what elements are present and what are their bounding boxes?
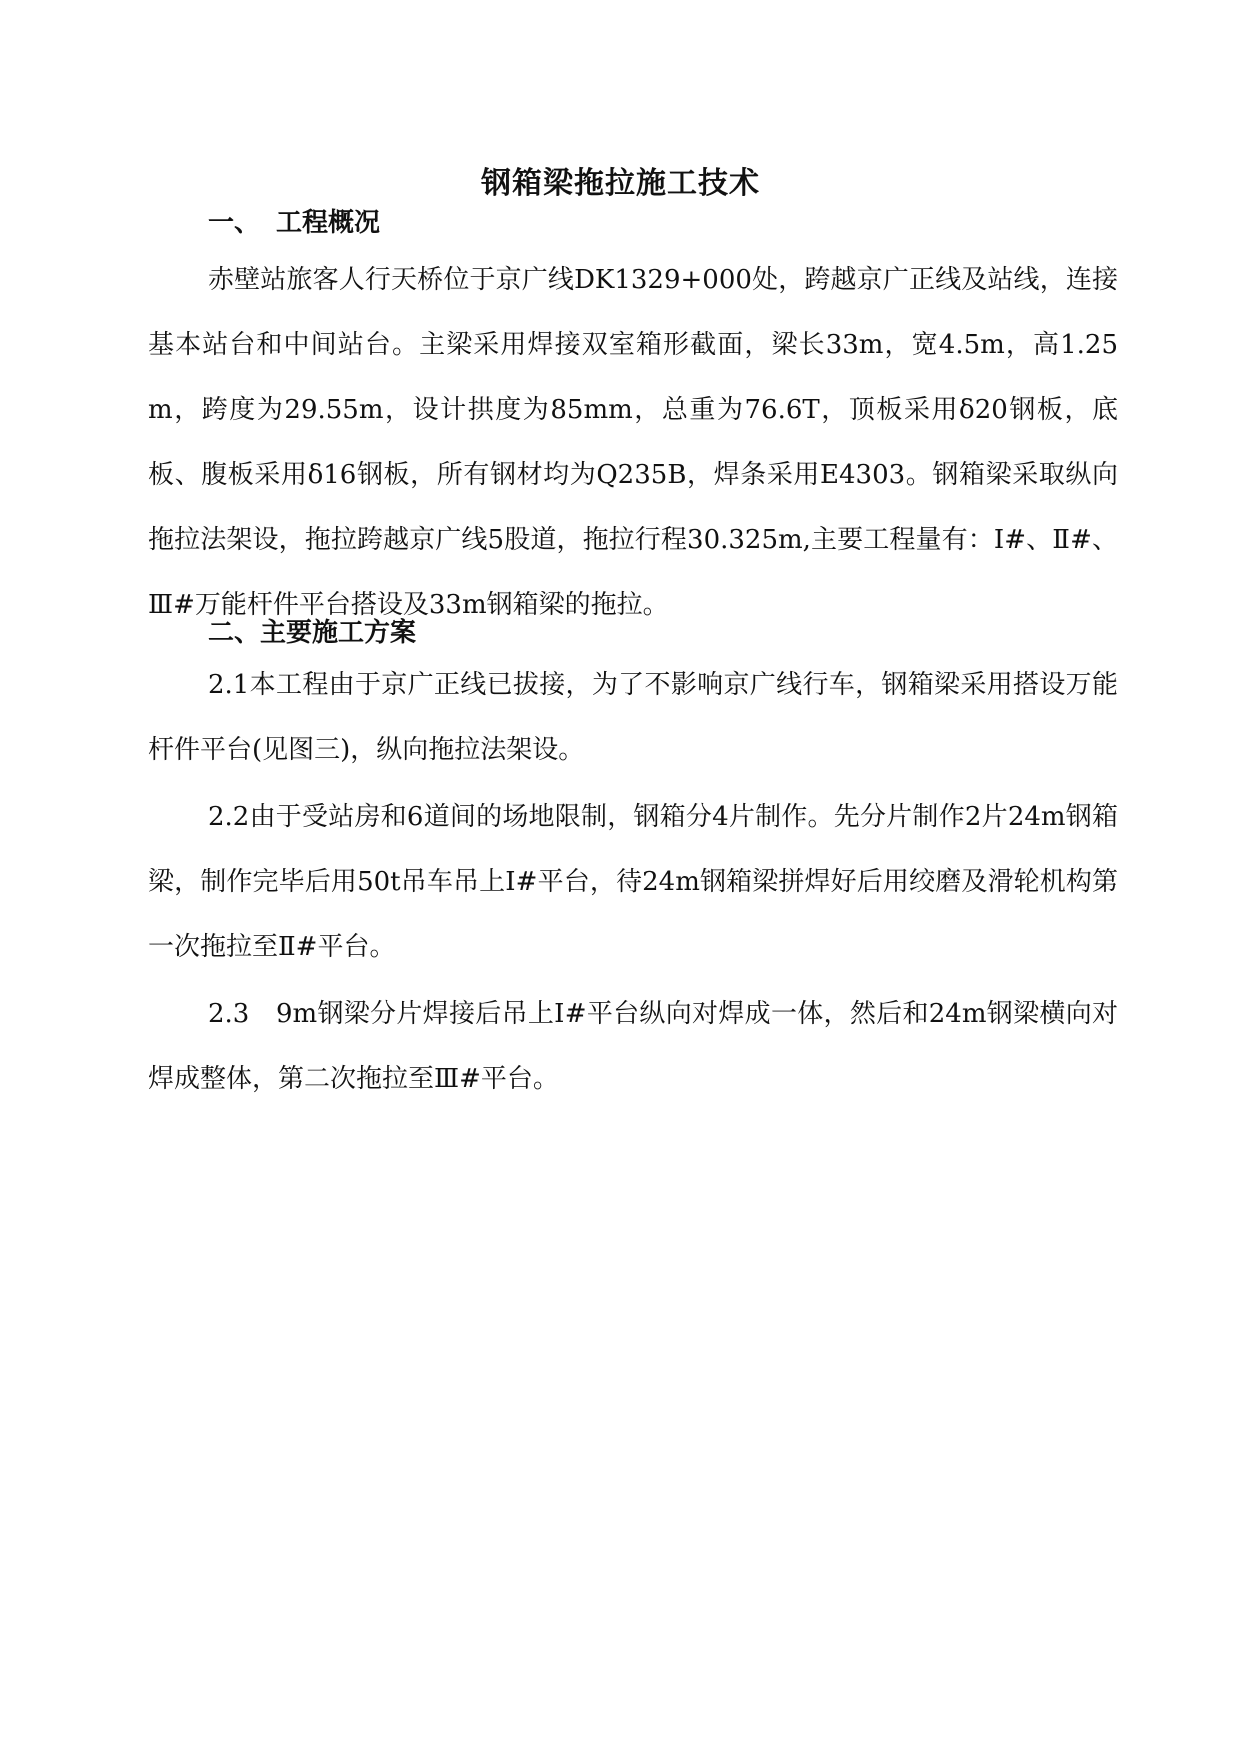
section-heading-text: 工程概况 [276, 208, 381, 238]
plan-paragraph-2-3: 2.3 9m钢梁分片焊接后吊上Ⅰ#平台纵向对焊成一体，然后和24m钢梁横向对焊成整体，第二次拖拉至Ⅲ#平台。 [148, 999, 1118, 1094]
overview-paragraph: 赤壁站旅客人行天桥位于京广线DK1329+000处，跨越京广正线及站线，连接基本站台和中间站台。主梁采用焊接双室箱形截面，梁长33m，宽4.5m，高1.25m，跨度为29.55m，设计拱度为85mm，总重为76.6T，顶板采用δ20钢板，底板、腹板采用δ16钢板，所有钢材均为Q235B，焊条采用E4303。钢箱梁采取纵向拖拉法架设，拖拉跨越京广线5股道，拖拉行程30.325m,主要工程量有：Ⅰ#、Ⅱ#、Ⅲ#万能杆件平台搭设及33m钢箱梁的拖拉。 [148, 265, 1118, 620]
section-heading-overview [208, 202, 380, 239]
plan-paragraph-2-1: 2.1本工程由于京广正线已拔接，为了不影响京广线行车，钢箱梁采用搭设万能杆件平台(见图三)，纵向拖拉法架设。 [148, 670, 1118, 765]
plan-paragraph-2-2: 2.2由于受站房和6道间的场地限制，钢箱分4片制作。先分片制作2片24m钢箱梁，制作完毕后用50t吊车吊上Ⅰ#平台，待24m钢箱梁拼焊好后用绞磨及滑轮机构第一次拖拉至Ⅱ#平台。 [148, 802, 1118, 962]
section-heading-plan: 二、主要施工方案 [208, 618, 417, 648]
section-number: 一、 [208, 208, 261, 238]
document-title: 钢箱梁拖拉施工技术 [481, 166, 760, 201]
